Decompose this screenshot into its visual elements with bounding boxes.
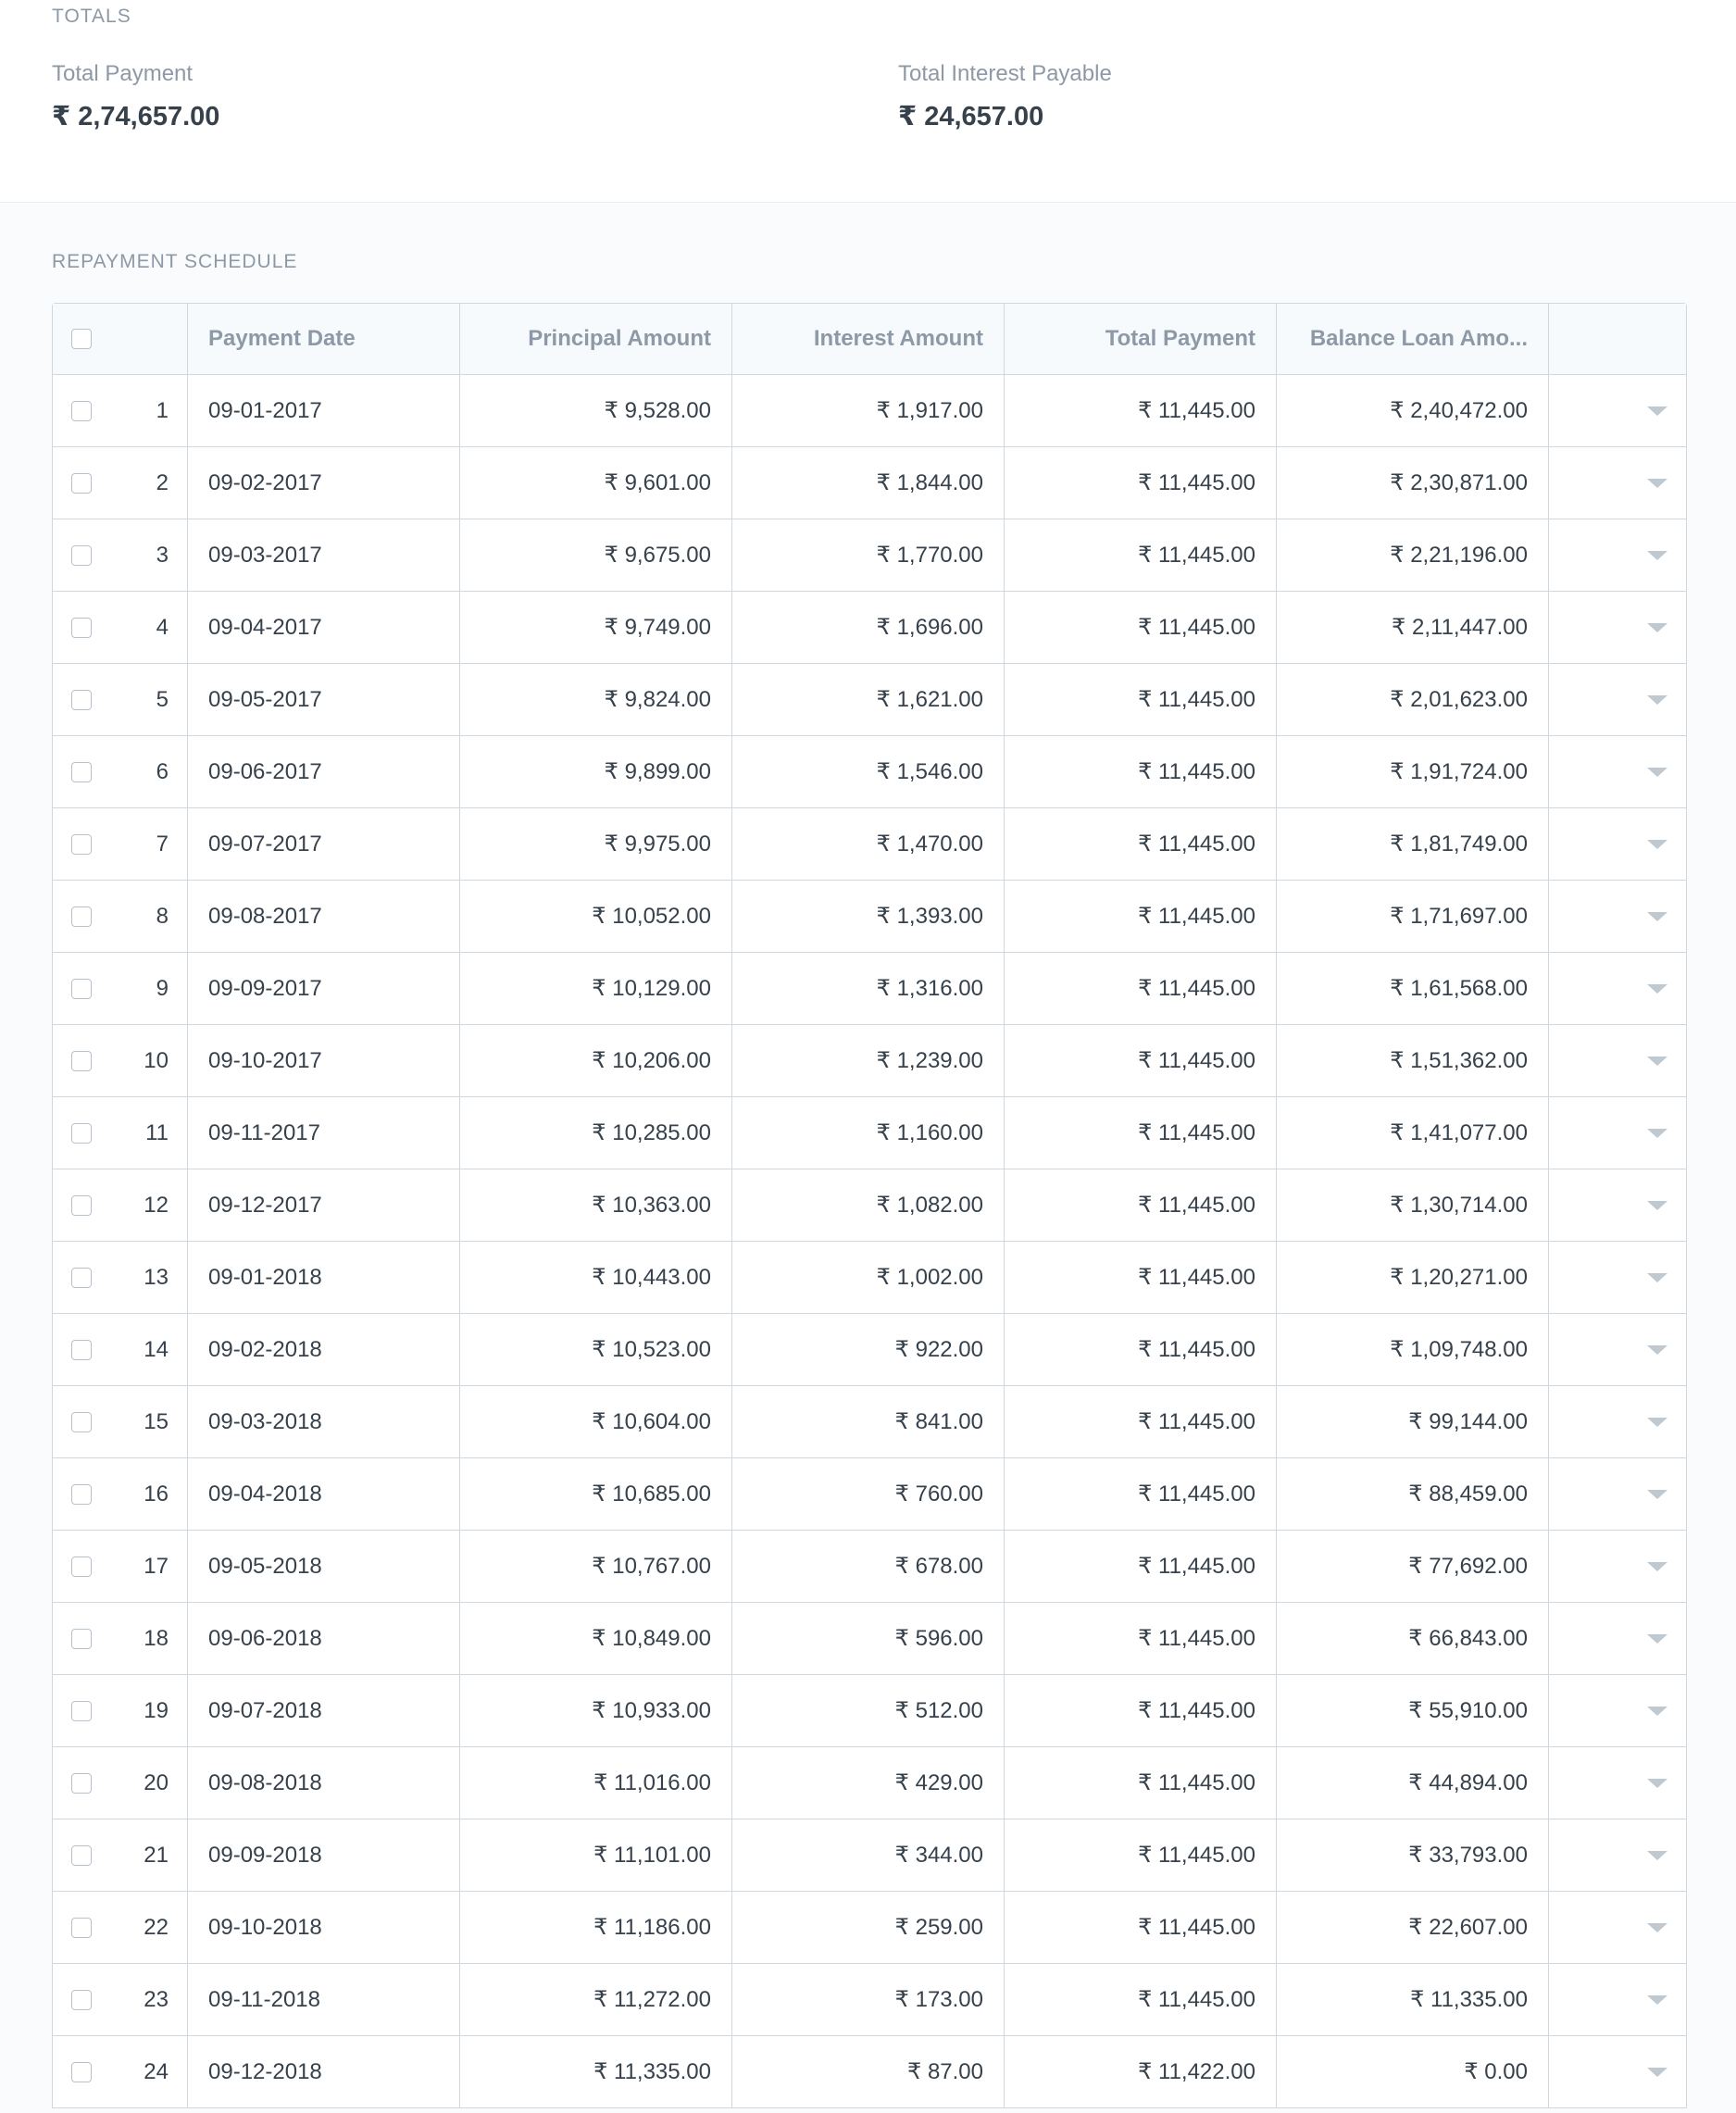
principal-amount-cell[interactable]: ₹ 9,975.00 <box>460 808 732 880</box>
balance-loan-amount-cell[interactable]: ₹ 44,894.00 <box>1277 1747 1549 1819</box>
principal-amount-cell[interactable]: ₹ 9,601.00 <box>460 447 732 519</box>
row-actions-cell <box>1549 953 1686 1024</box>
chevron-down-icon[interactable] <box>1647 1707 1667 1716</box>
principal-amount-cell[interactable]: ₹ 11,101.00 <box>460 1819 732 1891</box>
row-index: 12 <box>144 1192 169 1218</box>
table-row[interactable] <box>53 1242 1686 1314</box>
row-checkbox[interactable] <box>71 1484 92 1505</box>
table-row[interactable] <box>53 1458 1686 1531</box>
row-select-cell <box>53 1892 188 1963</box>
payment-date-cell[interactable]: 09-01-2018 <box>188 1242 460 1313</box>
payment-date-cell[interactable]: 09-03-2018 <box>188 1386 460 1457</box>
total-payment-cell[interactable]: ₹ 11,445.00 <box>1005 736 1277 807</box>
totals-section <box>0 0 1736 203</box>
chevron-down-icon[interactable] <box>1647 479 1667 488</box>
row-index: 19 <box>144 1697 169 1723</box>
row-select-cell <box>53 592 188 663</box>
row-actions-cell <box>1549 1169 1686 1241</box>
row-index: 3 <box>156 542 169 568</box>
row-checkbox[interactable] <box>71 690 92 710</box>
table-row[interactable] <box>53 1747 1686 1819</box>
row-select-cell <box>53 736 188 807</box>
row-index: 17 <box>144 1553 169 1579</box>
row-select-cell <box>53 1603 188 1674</box>
row-actions-cell <box>1549 1603 1686 1674</box>
column-header-principal-amount[interactable]: Principal Amount <box>460 304 732 374</box>
chevron-down-icon[interactable] <box>1647 695 1667 705</box>
row-actions-cell <box>1549 664 1686 735</box>
balance-loan-amount-cell[interactable]: ₹ 2,30,871.00 <box>1277 447 1549 519</box>
row-index: 20 <box>144 1769 169 1795</box>
total-payment-cell[interactable]: ₹ 11,445.00 <box>1005 1314 1277 1385</box>
row-actions-cell <box>1549 1314 1686 1385</box>
row-actions-cell <box>1549 592 1686 663</box>
row-select-cell <box>53 881 188 952</box>
balance-loan-amount-cell[interactable]: ₹ 2,40,472.00 <box>1277 375 1549 446</box>
balance-loan-amount-cell[interactable]: ₹ 1,20,271.00 <box>1277 1242 1549 1313</box>
row-checkbox[interactable] <box>71 1123 92 1144</box>
chevron-down-icon[interactable] <box>1647 406 1667 416</box>
payment-date-cell[interactable]: 09-02-2018 <box>188 1314 460 1385</box>
balance-loan-amount-cell[interactable]: ₹ 1,91,724.00 <box>1277 736 1549 807</box>
total-payment-cell[interactable]: ₹ 11,445.00 <box>1005 592 1277 663</box>
total-payment-cell[interactable]: ₹ 11,445.00 <box>1005 881 1277 952</box>
row-index: 18 <box>144 1625 169 1651</box>
select-all-checkbox[interactable] <box>71 329 92 349</box>
row-select-cell <box>53 1747 188 1819</box>
row-index: 10 <box>144 1047 169 1073</box>
balance-loan-amount-cell[interactable]: ₹ 2,21,196.00 <box>1277 519 1549 591</box>
principal-amount-cell[interactable]: ₹ 10,767.00 <box>460 1531 732 1602</box>
interest-amount-cell[interactable]: ₹ 1,917.00 <box>732 375 1005 446</box>
row-select-cell <box>53 1242 188 1313</box>
row-select-cell <box>53 953 188 1024</box>
row-select-cell <box>53 1097 188 1169</box>
payment-date-cell[interactable]: 09-02-2017 <box>188 447 460 519</box>
table-row[interactable] <box>53 1169 1686 1242</box>
row-index: 5 <box>156 686 169 712</box>
payment-date-cell[interactable]: 09-04-2018 <box>188 1458 460 1530</box>
chevron-down-icon[interactable] <box>1647 1634 1667 1644</box>
total-payment-cell[interactable]: ₹ 11,445.00 <box>1005 808 1277 880</box>
interest-amount-cell[interactable]: ₹ 344.00 <box>732 1819 1005 1891</box>
total-payment-block <box>52 61 219 132</box>
principal-amount-cell[interactable]: ₹ 9,528.00 <box>460 375 732 446</box>
row-select-cell <box>53 1964 188 2035</box>
principal-amount-cell[interactable]: ₹ 10,849.00 <box>460 1603 732 1674</box>
row-checkbox[interactable] <box>71 401 92 421</box>
balance-loan-amount-cell[interactable]: ₹ 88,459.00 <box>1277 1458 1549 1530</box>
row-checkbox[interactable] <box>71 1557 92 1577</box>
row-checkbox[interactable] <box>71 618 92 638</box>
balance-loan-amount-cell[interactable]: ₹ 0.00 <box>1277 2036 1549 2107</box>
row-index: 6 <box>156 758 169 784</box>
chevron-down-icon[interactable] <box>1647 1345 1667 1355</box>
table-row[interactable] <box>53 1531 1686 1603</box>
row-index: 2 <box>156 469 169 495</box>
total-payment-cell[interactable]: ₹ 11,445.00 <box>1005 1531 1277 1602</box>
interest-amount-cell[interactable]: ₹ 259.00 <box>732 1892 1005 1963</box>
payment-date-cell[interactable]: 09-11-2017 <box>188 1097 460 1169</box>
total-payment-cell[interactable]: ₹ 11,445.00 <box>1005 1025 1277 1096</box>
interest-amount-cell[interactable]: ₹ 429.00 <box>732 1747 1005 1819</box>
totals-section-label: TOTALS <box>52 6 131 27</box>
total-payment-cell[interactable]: ₹ 11,445.00 <box>1005 1458 1277 1530</box>
total-payment-cell[interactable]: ₹ 11,445.00 <box>1005 1169 1277 1241</box>
chevron-down-icon[interactable] <box>1647 840 1667 849</box>
row-select-cell <box>53 1025 188 1096</box>
column-header-total-payment[interactable]: Total Payment <box>1005 304 1277 374</box>
payment-date-cell[interactable]: 09-06-2017 <box>188 736 460 807</box>
balance-loan-amount-cell[interactable]: ₹ 1,71,697.00 <box>1277 881 1549 952</box>
row-actions-cell <box>1549 1458 1686 1530</box>
payment-date-cell[interactable]: 09-06-2018 <box>188 1603 460 1674</box>
repayment-schedule-grid <box>52 303 1687 2108</box>
row-actions-cell <box>1549 1242 1686 1313</box>
row-select-cell <box>53 1458 188 1530</box>
column-header-balance-loan-amount[interactable]: Balance Loan Amo... <box>1277 304 1549 374</box>
chevron-down-icon[interactable] <box>1647 1779 1667 1788</box>
row-index: 1 <box>156 397 169 423</box>
row-select-cell <box>53 1819 188 1891</box>
table-row[interactable] <box>53 1097 1686 1169</box>
balance-loan-amount-cell[interactable]: ₹ 1,81,749.00 <box>1277 808 1549 880</box>
total-interest-label: Total Interest Payable <box>898 61 1112 86</box>
payment-date-cell[interactable]: 09-07-2018 <box>188 1675 460 1746</box>
row-index: 15 <box>144 1408 169 1434</box>
row-actions-cell <box>1549 447 1686 519</box>
table-row[interactable] <box>53 519 1686 592</box>
principal-amount-cell[interactable]: ₹ 9,899.00 <box>460 736 732 807</box>
interest-amount-cell[interactable]: ₹ 760.00 <box>732 1458 1005 1530</box>
total-payment-value: ₹ 2,74,657.00 <box>52 102 220 131</box>
row-select-cell <box>53 1386 188 1457</box>
interest-amount-cell[interactable]: ₹ 1,844.00 <box>732 447 1005 519</box>
chevron-down-icon[interactable] <box>1647 984 1667 994</box>
principal-amount-cell[interactable]: ₹ 10,285.00 <box>460 1097 732 1169</box>
interest-amount-cell[interactable]: ₹ 1,316.00 <box>732 953 1005 1024</box>
principal-amount-cell[interactable]: ₹ 10,443.00 <box>460 1242 732 1313</box>
row-index: 24 <box>144 2058 169 2084</box>
row-actions-cell <box>1549 1386 1686 1457</box>
table-row[interactable] <box>53 664 1686 736</box>
total-payment-label: Total Payment <box>52 61 194 86</box>
chevron-down-icon[interactable] <box>1647 768 1667 777</box>
row-actions-cell <box>1549 1675 1686 1746</box>
payment-date-cell[interactable]: 09-05-2018 <box>188 1531 460 1602</box>
balance-loan-amount-cell[interactable]: ₹ 33,793.00 <box>1277 1819 1549 1891</box>
balance-loan-amount-cell[interactable]: ₹ 55,910.00 <box>1277 1675 1549 1746</box>
row-index: 22 <box>144 1914 169 1940</box>
chevron-down-icon[interactable] <box>1647 1273 1667 1282</box>
total-payment-cell[interactable]: ₹ 11,445.00 <box>1005 375 1277 446</box>
grid-header-row <box>53 304 1686 375</box>
chevron-down-icon[interactable] <box>1647 1562 1667 1571</box>
chevron-down-icon[interactable] <box>1647 1129 1667 1138</box>
column-header-interest-amount[interactable]: Interest Amount <box>732 304 1005 374</box>
row-index: 8 <box>156 903 169 929</box>
repayment-schedule-label: REPAYMENT SCHEDULE <box>52 251 298 272</box>
total-payment-cell[interactable]: ₹ 11,445.00 <box>1005 1964 1277 2035</box>
total-payment-cell[interactable]: ₹ 11,445.00 <box>1005 1603 1277 1674</box>
interest-amount-cell[interactable]: ₹ 173.00 <box>732 1964 1005 2035</box>
balance-loan-amount-cell[interactable]: ₹ 1,30,714.00 <box>1277 1169 1549 1241</box>
principal-amount-cell[interactable]: ₹ 9,824.00 <box>460 664 732 735</box>
row-checkbox[interactable] <box>71 1773 92 1794</box>
row-checkbox[interactable] <box>71 1845 92 1866</box>
row-index: 23 <box>144 1986 169 2012</box>
row-actions-cell <box>1549 1097 1686 1169</box>
total-payment-cell[interactable]: ₹ 11,445.00 <box>1005 1819 1277 1891</box>
table-row[interactable] <box>53 1603 1686 1675</box>
payment-date-cell[interactable]: 09-09-2018 <box>188 1819 460 1891</box>
chevron-down-icon[interactable] <box>1647 1201 1667 1210</box>
table-row[interactable] <box>53 447 1686 519</box>
row-checkbox[interactable] <box>71 545 92 566</box>
row-checkbox[interactable] <box>71 1051 92 1071</box>
principal-amount-cell[interactable]: ₹ 10,206.00 <box>460 1025 732 1096</box>
interest-amount-cell[interactable]: ₹ 1,546.00 <box>732 736 1005 807</box>
chevron-down-icon[interactable] <box>1647 1851 1667 1860</box>
row-checkbox[interactable] <box>71 2062 92 2082</box>
balance-loan-amount-cell[interactable]: ₹ 1,51,362.00 <box>1277 1025 1549 1096</box>
chevron-down-icon[interactable] <box>1647 1418 1667 1427</box>
total-interest-value: ₹ 24,657.00 <box>898 102 1044 131</box>
total-payment-cell[interactable]: ₹ 11,445.00 <box>1005 519 1277 591</box>
row-index: 16 <box>144 1481 169 1507</box>
row-checkbox[interactable] <box>71 1990 92 2010</box>
row-select-cell <box>53 519 188 591</box>
interest-amount-cell[interactable]: ₹ 512.00 <box>732 1675 1005 1746</box>
table-row[interactable] <box>53 2036 1686 2108</box>
chevron-down-icon[interactable] <box>1647 1490 1667 1499</box>
row-actions-cell <box>1549 1964 1686 2035</box>
balance-loan-amount-cell[interactable]: ₹ 2,01,623.00 <box>1277 664 1549 735</box>
payment-date-cell[interactable]: 09-12-2018 <box>188 2036 460 2107</box>
table-row[interactable] <box>53 1675 1686 1747</box>
principal-amount-cell[interactable]: ₹ 11,272.00 <box>460 1964 732 2035</box>
payment-date-cell[interactable]: 09-03-2017 <box>188 519 460 591</box>
row-checkbox[interactable] <box>71 1629 92 1649</box>
row-index: 13 <box>144 1264 169 1290</box>
principal-amount-cell[interactable]: ₹ 11,016.00 <box>460 1747 732 1819</box>
total-payment-cell[interactable]: ₹ 11,445.00 <box>1005 1097 1277 1169</box>
row-actions-cell <box>1549 1892 1686 1963</box>
payment-date-cell[interactable]: 09-08-2017 <box>188 881 460 952</box>
interest-amount-cell[interactable]: ₹ 922.00 <box>732 1314 1005 1385</box>
principal-amount-cell[interactable]: ₹ 10,933.00 <box>460 1675 732 1746</box>
payment-date-cell[interactable]: 09-05-2017 <box>188 664 460 735</box>
chevron-down-icon[interactable] <box>1647 551 1667 560</box>
row-checkbox[interactable] <box>71 1268 92 1288</box>
table-row[interactable] <box>53 881 1686 953</box>
principal-amount-cell[interactable]: ₹ 10,129.00 <box>460 953 732 1024</box>
row-index: 14 <box>144 1336 169 1362</box>
payment-date-cell[interactable]: 09-10-2017 <box>188 1025 460 1096</box>
row-select-cell <box>53 2036 188 2107</box>
interest-amount-cell[interactable]: ₹ 1,621.00 <box>732 664 1005 735</box>
row-actions-cell <box>1549 736 1686 807</box>
principal-amount-cell[interactable]: ₹ 10,523.00 <box>460 1314 732 1385</box>
row-checkbox[interactable] <box>71 1340 92 1360</box>
row-select-cell <box>53 1675 188 1746</box>
table-row[interactable] <box>53 736 1686 808</box>
interest-amount-cell[interactable]: ₹ 1,393.00 <box>732 881 1005 952</box>
balance-loan-amount-cell[interactable]: ₹ 22,607.00 <box>1277 1892 1549 1963</box>
interest-amount-cell[interactable]: ₹ 87.00 <box>732 2036 1005 2107</box>
row-checkbox[interactable] <box>71 834 92 855</box>
interest-amount-cell[interactable]: ₹ 1,470.00 <box>732 808 1005 880</box>
total-payment-cell[interactable]: ₹ 11,445.00 <box>1005 1675 1277 1746</box>
table-row[interactable] <box>53 1892 1686 1964</box>
table-row[interactable] <box>53 953 1686 1025</box>
total-payment-cell[interactable]: ₹ 11,445.00 <box>1005 447 1277 519</box>
row-actions-cell <box>1549 375 1686 446</box>
grid-header-select-cell <box>53 304 188 374</box>
balance-loan-amount-cell[interactable]: ₹ 1,41,077.00 <box>1277 1097 1549 1169</box>
balance-loan-amount-cell[interactable]: ₹ 2,11,447.00 <box>1277 592 1549 663</box>
row-index: 4 <box>156 614 169 640</box>
interest-amount-cell[interactable]: ₹ 1,160.00 <box>732 1097 1005 1169</box>
row-select-cell <box>53 447 188 519</box>
payment-date-cell[interactable]: 09-12-2017 <box>188 1169 460 1241</box>
chevron-down-icon[interactable] <box>1647 1923 1667 1932</box>
row-checkbox[interactable] <box>71 906 92 927</box>
table-row[interactable] <box>53 1025 1686 1097</box>
total-payment-cell[interactable]: ₹ 11,445.00 <box>1005 1386 1277 1457</box>
row-checkbox[interactable] <box>71 979 92 999</box>
principal-amount-cell[interactable]: ₹ 10,685.00 <box>460 1458 732 1530</box>
balance-loan-amount-cell[interactable]: ₹ 99,144.00 <box>1277 1386 1549 1457</box>
total-payment-cell[interactable]: ₹ 11,445.00 <box>1005 1747 1277 1819</box>
row-index: 7 <box>156 831 169 856</box>
principal-amount-cell[interactable]: ₹ 11,335.00 <box>460 2036 732 2107</box>
row-actions-cell <box>1549 881 1686 952</box>
row-select-cell <box>53 1531 188 1602</box>
table-row[interactable] <box>53 592 1686 664</box>
row-index: 21 <box>144 1842 169 1868</box>
interest-amount-cell[interactable]: ₹ 1,082.00 <box>732 1169 1005 1241</box>
table-row[interactable] <box>53 1819 1686 1892</box>
total-payment-cell[interactable]: ₹ 11,445.00 <box>1005 1892 1277 1963</box>
total-payment-cell[interactable]: ₹ 11,445.00 <box>1005 953 1277 1024</box>
interest-amount-cell[interactable]: ₹ 678.00 <box>732 1531 1005 1602</box>
balance-loan-amount-cell[interactable]: ₹ 1,61,568.00 <box>1277 953 1549 1024</box>
row-checkbox[interactable] <box>71 1701 92 1721</box>
principal-amount-cell[interactable]: ₹ 10,363.00 <box>460 1169 732 1241</box>
row-checkbox[interactable] <box>71 473 92 494</box>
chevron-down-icon[interactable] <box>1647 1995 1667 2005</box>
row-actions-cell <box>1549 1531 1686 1602</box>
row-checkbox[interactable] <box>71 1918 92 1938</box>
row-select-cell <box>53 808 188 880</box>
row-actions-cell <box>1549 1747 1686 1819</box>
row-actions-cell <box>1549 2036 1686 2107</box>
table-row[interactable] <box>53 808 1686 881</box>
row-select-cell <box>53 664 188 735</box>
row-actions-cell <box>1549 519 1686 591</box>
table-row[interactable] <box>53 1964 1686 2036</box>
principal-amount-cell[interactable]: ₹ 11,186.00 <box>460 1892 732 1963</box>
row-checkbox[interactable] <box>71 762 92 782</box>
row-select-cell <box>53 1169 188 1241</box>
row-checkbox[interactable] <box>71 1195 92 1216</box>
row-actions-cell <box>1549 1025 1686 1096</box>
interest-amount-cell[interactable]: ₹ 596.00 <box>732 1603 1005 1674</box>
chevron-down-icon[interactable] <box>1647 2068 1667 2077</box>
column-header-payment-date[interactable]: Payment Date <box>188 304 460 374</box>
total-payment-cell[interactable]: ₹ 11,445.00 <box>1005 1242 1277 1313</box>
table-row[interactable] <box>53 1386 1686 1458</box>
row-select-cell <box>53 375 188 446</box>
table-row[interactable] <box>53 375 1686 447</box>
total-payment-cell[interactable]: ₹ 11,422.00 <box>1005 2036 1277 2107</box>
principal-amount-cell[interactable]: ₹ 10,604.00 <box>460 1386 732 1457</box>
payment-date-cell[interactable]: 09-07-2017 <box>188 808 460 880</box>
chevron-down-icon[interactable] <box>1647 912 1667 921</box>
table-row[interactable] <box>53 1314 1686 1386</box>
balance-loan-amount-cell[interactable]: ₹ 66,843.00 <box>1277 1603 1549 1674</box>
interest-amount-cell[interactable]: ₹ 841.00 <box>732 1386 1005 1457</box>
payment-date-cell[interactable]: 09-11-2018 <box>188 1964 460 2035</box>
chevron-down-icon[interactable] <box>1647 623 1667 632</box>
column-header-actions <box>1549 304 1686 374</box>
row-index: 9 <box>156 975 169 1001</box>
row-actions-cell <box>1549 1819 1686 1891</box>
row-checkbox[interactable] <box>71 1412 92 1432</box>
payment-date-cell[interactable]: 09-09-2017 <box>188 953 460 1024</box>
interest-amount-cell[interactable]: ₹ 1,696.00 <box>732 592 1005 663</box>
balance-loan-amount-cell[interactable]: ₹ 77,692.00 <box>1277 1531 1549 1602</box>
total-interest-block <box>898 61 1112 132</box>
balance-loan-amount-cell[interactable]: ₹ 1,09,748.00 <box>1277 1314 1549 1385</box>
interest-amount-cell[interactable]: ₹ 1,002.00 <box>732 1242 1005 1313</box>
interest-amount-cell[interactable]: ₹ 1,770.00 <box>732 519 1005 591</box>
chevron-down-icon[interactable] <box>1647 1056 1667 1066</box>
payment-date-cell[interactable]: 09-01-2017 <box>188 375 460 446</box>
principal-amount-cell[interactable]: ₹ 9,749.00 <box>460 592 732 663</box>
principal-amount-cell[interactable]: ₹ 9,675.00 <box>460 519 732 591</box>
payment-date-cell[interactable]: 09-04-2017 <box>188 592 460 663</box>
repayment-schedule-section <box>0 203 1736 2113</box>
interest-amount-cell[interactable]: ₹ 1,239.00 <box>732 1025 1005 1096</box>
row-actions-cell <box>1549 808 1686 880</box>
payment-date-cell[interactable]: 09-10-2018 <box>188 1892 460 1963</box>
total-payment-cell[interactable]: ₹ 11,445.00 <box>1005 664 1277 735</box>
balance-loan-amount-cell[interactable]: ₹ 11,335.00 <box>1277 1964 1549 2035</box>
row-index: 11 <box>145 1119 169 1145</box>
payment-date-cell[interactable]: 09-08-2018 <box>188 1747 460 1819</box>
row-select-cell <box>53 1314 188 1385</box>
principal-amount-cell[interactable]: ₹ 10,052.00 <box>460 881 732 952</box>
